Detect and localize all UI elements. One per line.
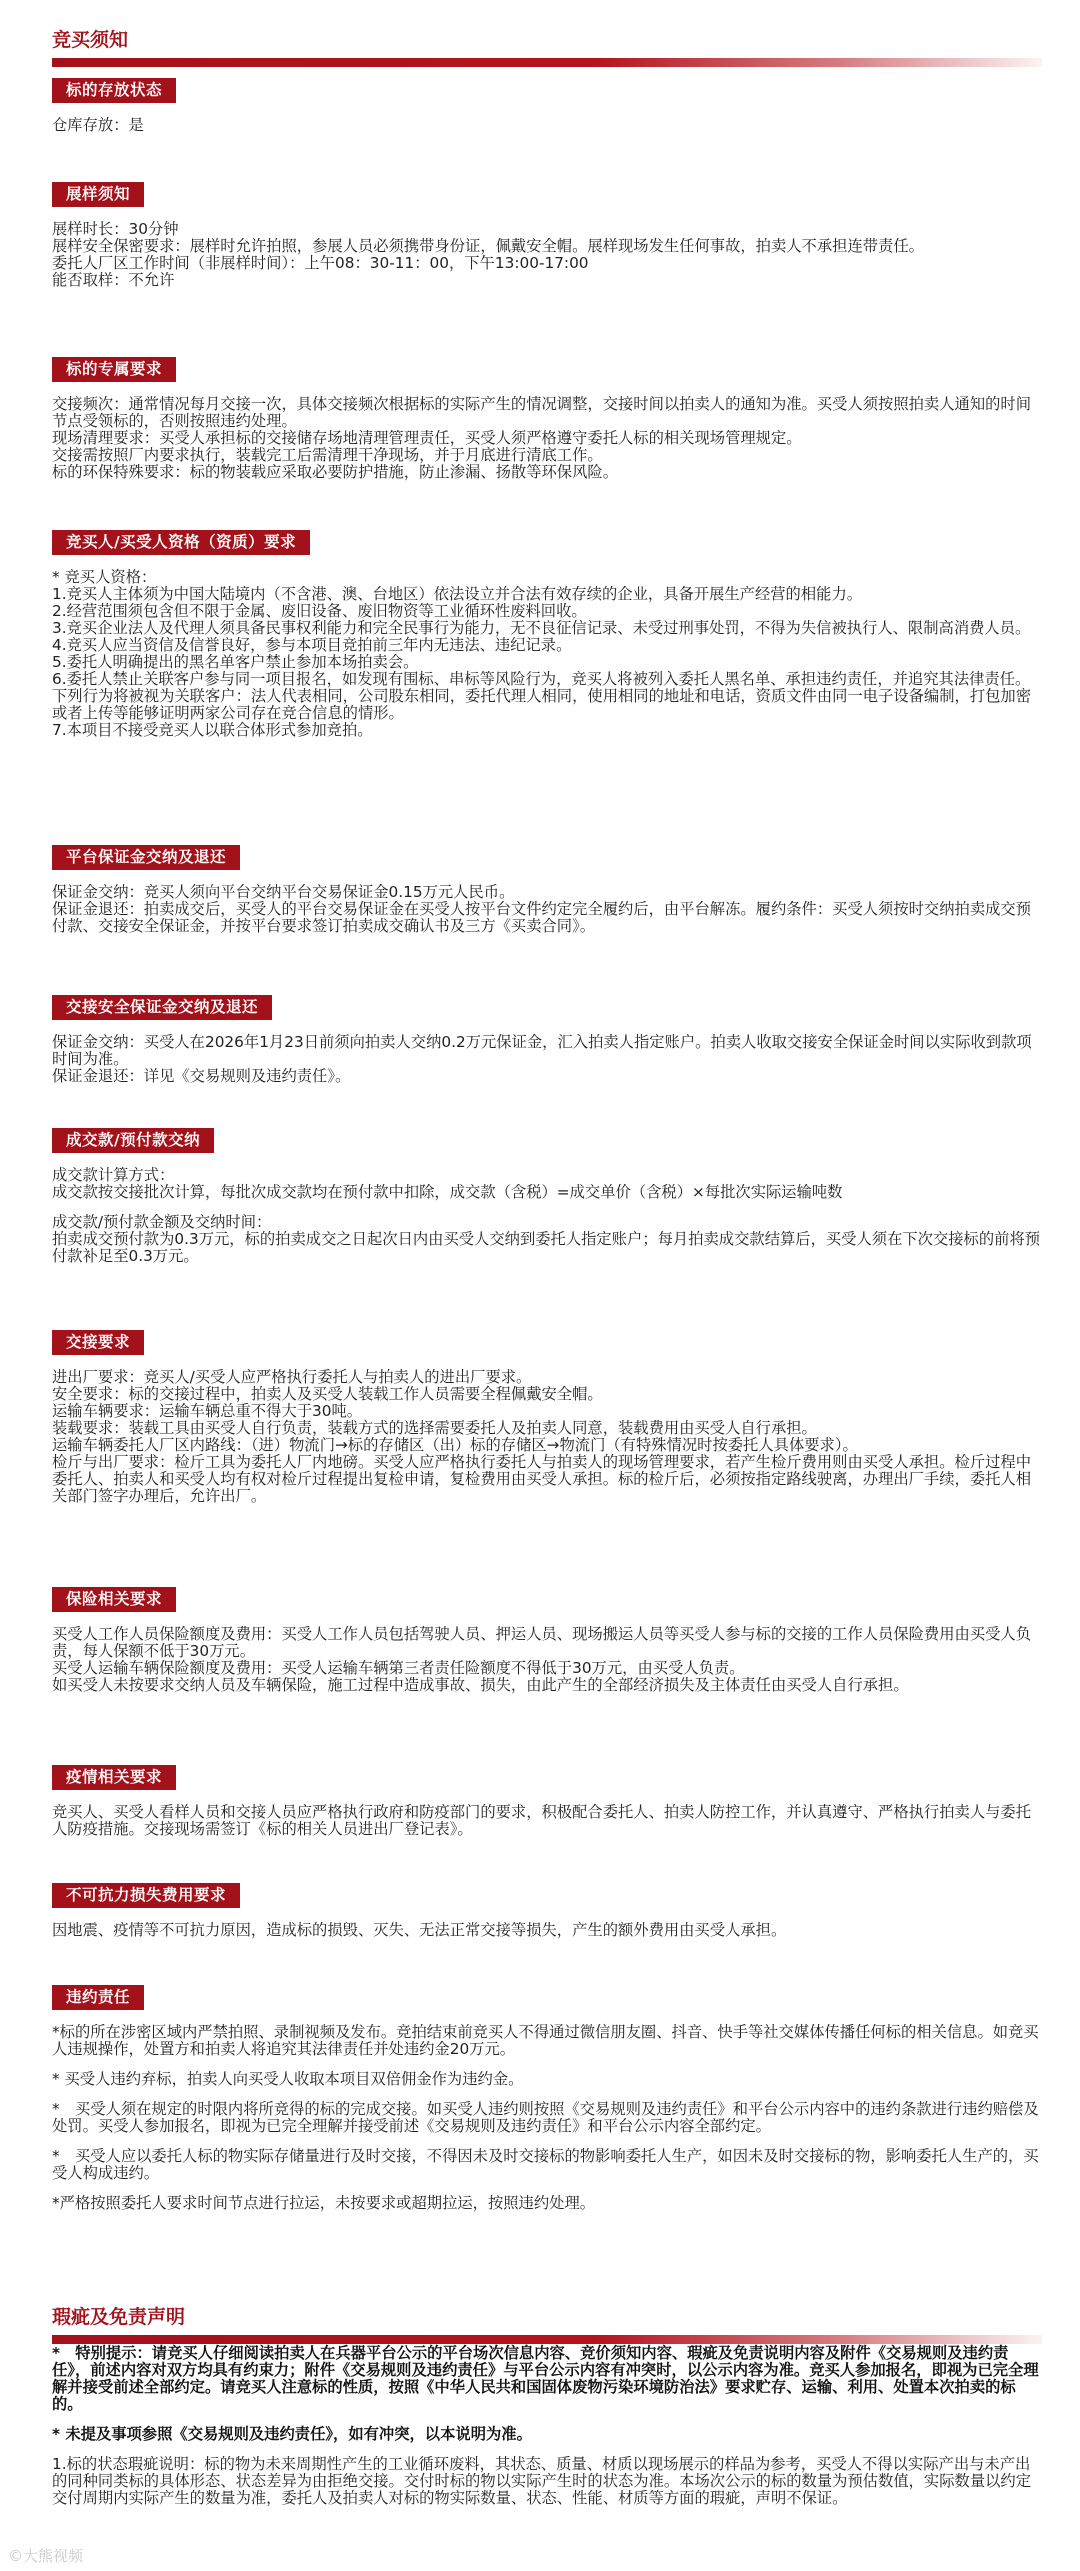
section-body-qualification [52,569,1042,739]
section-tag-qualification: 竞买人/买受人资格（资质）要求 [52,530,310,555]
section-tag-safety-deposit: 交接安全保证金交纳及退还 [52,995,272,1020]
disclaimer-paragraph: * 未提及事项参照《交易规则及违约责任》，如有冲突，以本说明为准。 [52,2425,532,2443]
section-paragraph: * 买受人应以委托人标的物实际存储量进行及时交接，不得因未及时交接标的物影响委托人生产，如因未及时交接标的物，影响委托人生产的，买受人构成违约。 [52,2147,1039,2182]
section-safety-deposit [52,995,1042,1085]
title-divider [52,58,1042,67]
section-special [52,357,1042,481]
section-paragraph: 交接频次：通常情况每月交接一次，具体交接频次根据标的实际产生的情况调整，交接时间以拍卖人的通知为准。买受人须按照拍卖人通知的时间节点受领标的，否则按照违约处理。 现场清理要求：买受人承担标的交接储存场地清理管理责任，买受人须严格遵守委托人标的相关现场管理规定。 交接需按照厂内要求执行，装载完工后需清理干净现场，并于月底进行清底工作。 标的环保特殊要求：标的物装载应采取必要防护措施，防止渗漏、扬散等环保风险。 [52,395,1032,481]
section-body-payment [52,1167,1042,1265]
disclaimer-body [52,2345,1042,2507]
section-body-insurance [52,1626,1042,1694]
section-insurance [52,1587,1042,1694]
section-body-viewing [52,221,1042,289]
disclaimer-paragraph: 1.标的状态瑕疵说明：标的物为未来周期性产生的工业循环废料，其状态、质量、材质以现场展示的样品为参考，买受人不得以实际产出与未产出的同种同类标的具体形态、状态差异为由拒绝交接。交付时标的物以实际产生时的状态为准。本场次公示的标的数量为预估数值，实际数量以约定交付周期内实际产生的数量为准，委托人及拍卖人对标的物实际数量、状态、性能、材质等方面的瑕疵，声明不保证。 [52,2455,1032,2507]
section-tag-force-majeure: 不可抗力损失费用要求 [52,1883,240,1908]
section-qualification [52,530,1042,739]
section-tag-deposit: 平台保证金交纳及退还 [52,845,240,870]
section-storage [52,78,1042,134]
section-body-safety-deposit [52,1034,1042,1085]
section-tag-special: 标的专属要求 [52,357,176,382]
section-viewing [52,182,1042,289]
section-tag-viewing: 展样须知 [52,182,144,207]
notice-header [52,26,1042,67]
section-paragraph: *标的所在涉密区域内严禁拍照、录制视频及发布。竞拍结束前竞买人不得通过微信朋友圈、抖音、快手等社交媒体传播任何标的相关信息。如竞买人违规操作，处置方和拍卖人将追究其法律责任并处违约金20万元。 [52,2023,1039,2058]
section-paragraph: 展样时长：30分钟 展样安全保密要求：展样时允许拍照，参展人员必须携带身份证，佩戴安全帽。展样现场发生任何事故，拍卖人不承担连带责任。 委托人厂区工作时间（非展样时间）：上午08：30-11：00，下午13:00-17:00 能否取样：不允许 [52,220,924,289]
section-paragraph: * 竞买人资格： 1.竞买人主体须为中国大陆境内（不含港、澳、台地区）依法设立并合法有效存续的企业，具备开展生产经营的相能力。 2.经营范围须包含但不限于金属、废旧设备、废旧物资等工业循环性废料回收。 3.竞买企业法人及代理人须具备民事权利能力和完全民事行为能力，无不良征信记录、未受过刑事处罚，不得为失信被执行人、限制高消费人员。 4.竞买人应当资信及信誉良好，参与本项目竞拍前三年内无违法、违纪记录。 5.委托人明确提出的黑名单客户禁止参加本场拍卖会。 6.委托人禁止关联客户参与同一项目报名，如发现有围标、串标等风险行为，竞买人将被列入委托人黑名单、承担违约责任，并追究其法律责任。下列行为将被视为关联客户：法人代表相同，公司股东相同，委托代理人相同，使用相同的地址和电话，资质文件由同一电子设备编制，打包加密或者上传等能够证明两家公司存在竞合信息的情形。 7.本项目不接受竞买人以联合体形式参加竞拍。 [52,568,1032,739]
disclaimer-text [52,2345,1042,2507]
section-body-storage [52,117,1042,134]
section-body-liability [52,2024,1042,2212]
section-deposit [52,845,1042,935]
section-epidemic [52,1765,1042,1838]
notice-title: 竞买须知 [52,29,129,51]
disclaimer-header [52,2303,1042,2344]
section-body-handover [52,1369,1042,1505]
disclaimer-title: 瑕疵及免责声明 [52,2306,186,2328]
section-body-special [52,396,1042,481]
section-paragraph: 竞买人、买受人看样人员和交接人员应严格执行政府和防疫部门的要求，积极配合委托人、拍卖人防控工作，并认真遵守、严格执行拍卖人与委托人防疫措施。交接现场需签订《标的相关人员进出厂登记表》。 [52,1803,1032,1838]
section-tag-insurance: 保险相关要求 [52,1587,176,1612]
section-force-majeure [52,1883,1042,1939]
section-paragraph: 保证金交纳：买受人在2026年1月23日前须向拍卖人交纳0.2万元保证金，汇入拍卖人指定账户。拍卖人收取交接安全保证金时间以实际收到款项时间为准。 保证金退还：详见《交易规则及违约责任》。 [52,1033,1032,1085]
section-paragraph: 成交款计算方式： 成交款按交接批次计算，每批次成交款均在预付款中扣除，成交款（含税）=成交单价（含税）×每批次实际运输吨数 [52,1166,843,1201]
section-paragraph: 进出厂要求：竞买人/买受人应严格执行委托人与拍卖人的进出厂要求。 安全要求：标的交接过程中，拍卖人及买受人装载工作人员需要全程佩戴安全帽。 运输车辆要求：运输车辆总重不得大于30吨。 装载要求：装载工具由买受人自行负责，装载方式的选择需要委托人及拍卖人同意，装载费用由买受人自行承担。 运输车辆委托人厂区内路线：（进）物流门→标的存储区（出）标的存储区→物流门（有特殊情况时按委托人具体要求）。 检斤与出厂要求：检斤工具为委托人厂内地磅。买受人应严格执行委托人与拍卖人的现场管理要求，若产生检斤费用则由买受人承担。检斤过程中委托人、拍卖人和买受人均有权对检斤过程提出复检申请，复检费用由买受人承担。标的检斤后，必须按指定路线驶离，办理出厂手续，委托人相关部门签字办理后，允许出厂。 [52,1368,1032,1505]
section-paragraph: 保证金交纳：竞买人须向平台交纳平台交易保证金0.15万元人民币。 保证金退还：拍卖成交后，买受人的平台交易保证金在买受人按平台文件约定完全履约后，由平台解冻。履约条件：买受人须按时交纳拍卖成交预付款、交接安全保证金，并按平台要求签订拍卖成交确认书及三方《买卖合同》。 [52,883,1032,935]
section-handover [52,1330,1042,1505]
section-paragraph: * 买受人须在规定的时限内将所竞得的标的完成交接。如买受人违约则按照《交易规则及违约责任》和平台公示内容中的违约条款进行违约赔偿及处罚。买受人参加报名，即视为已完全理解并接受前述《交易规则及违约责任》和平台公示内容全部约定。 [52,2100,1039,2135]
section-paragraph: * 买受人违约弃标，拍卖人向买受人收取本项目双倍佣金作为违约金。 [52,2070,524,2088]
section-tag-storage: 标的存放状态 [52,78,176,103]
section-body-deposit [52,884,1042,935]
section-tag-epidemic: 疫情相关要求 [52,1765,176,1790]
section-tag-handover: 交接要求 [52,1330,144,1355]
section-paragraph: 买受人工作人员保险额度及费用：买受人工作人员包括驾驶人员、押运人员、现场搬运人员等买受人参与标的交接的工作人员保险费用由买受人负责，每人保额不低于30万元。 买受人运输车辆保险额度及费用：买受人运输车辆第三者责任险额度不得低于30万元，由买受人负责。 如买受人未按要求交纳人员及车辆保险，施工过程中造成事故、损失，由此产生的全部经济损失及主体责任由买受人自行承担。 [52,1625,1032,1694]
section-paragraph: 仓库存放：是 [52,116,144,134]
disclaimer-divider [52,2335,1042,2344]
section-paragraph: 成交款/预付款金额及交纳时间： 拍卖成交预付款为0.3万元，标的拍卖成交之日起次日内由买受人交纳到委托人指定账户；每月拍卖成交款结算后，买受人须在下次交接标的前将预付款补足至0.3万元。 [52,1213,1041,1265]
section-tag-payment: 成交款/预付款交纳 [52,1128,214,1153]
section-body-force-majeure [52,1922,1042,1939]
section-paragraph: 因地震、疫情等不可抗力原因，造成标的损毁、灭失、无法正常交接等损失，产生的额外费用由买受人承担。 [52,1921,787,1939]
section-tag-liability: 违约责任 [52,1985,144,2010]
section-paragraph: *严格按照委托人要求时间节点进行拉运，未按要求或超期拉运，按照违约处理。 [52,2194,596,2212]
watermark-logo: ©大熊视频 [8,2547,84,2565]
section-payment [52,1128,1042,1265]
disclaimer-paragraph: * 特别提示：请竞买人仔细阅读拍卖人在兵器平台公示的平台场次信息内容、竞价须知内容、瑕疵及免责说明内容及附件《交易规则及违约责任》，前述内容对双方均具有约束力；附件《交易规则及违约责任》与平台公示内容有冲突时，以公示内容为准。竞买人参加报名，即视为已完全理解并接受前述全部约定。请竞买人注意标的性质，按照《中华人民共和国固体废物污染环境防治法》要求贮存、运输、利用、处置本次拍卖的标的。 [52,2344,1039,2413]
section-body-epidemic [52,1804,1042,1838]
section-liability [52,1985,1042,2212]
